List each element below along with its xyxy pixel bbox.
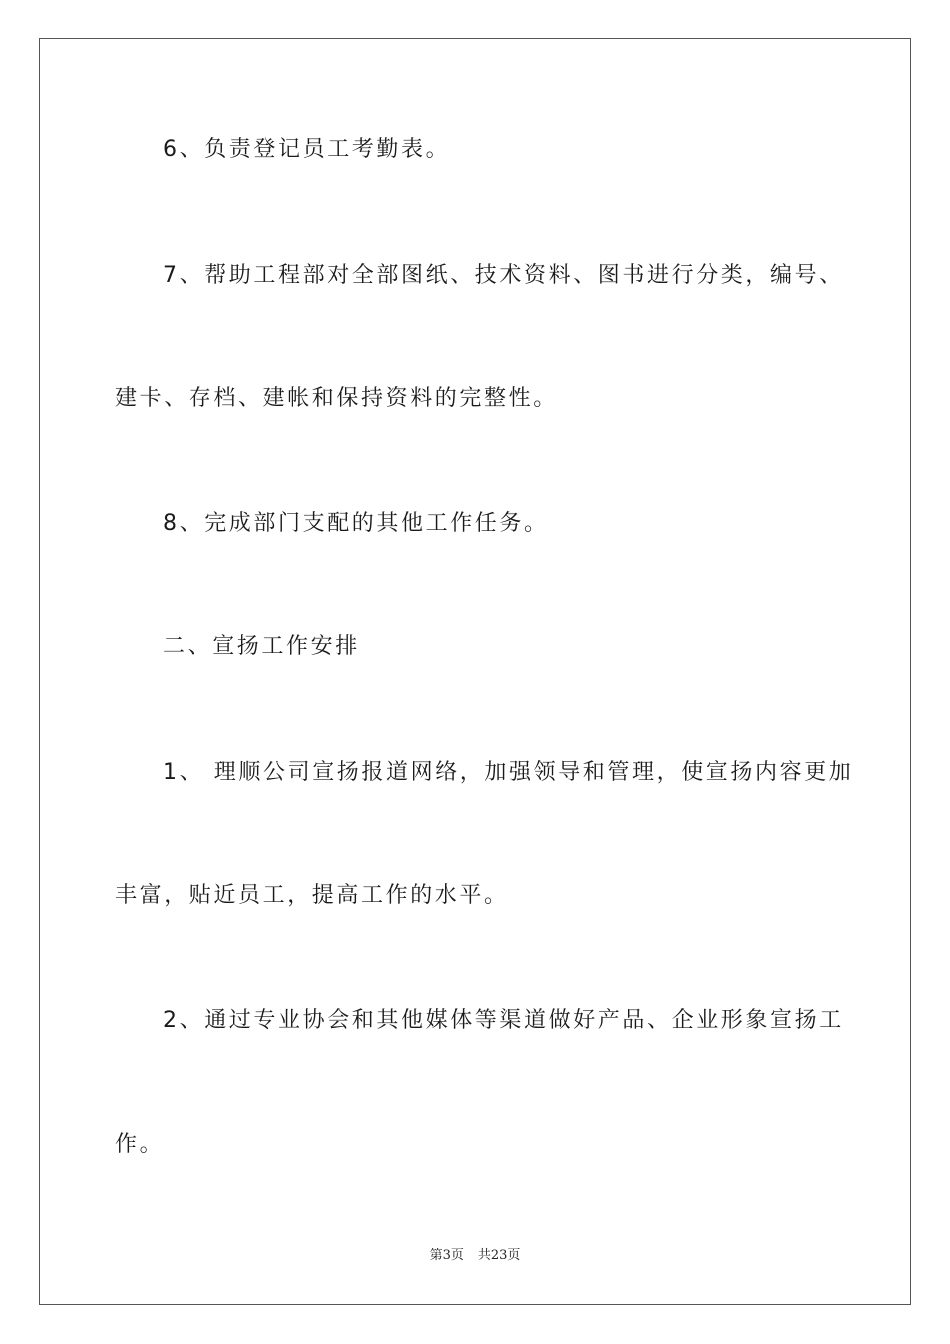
page-border	[39, 38, 911, 1305]
paragraph-item-1-line-2: 丰富，贴近员工，提高工作的水平。	[115, 883, 509, 908]
page-footer	[0, 1247, 950, 1265]
paragraph-item-7-line-1: 7、帮助工程部对全部图纸、技术资料、图书进行分类，编号、	[163, 263, 844, 288]
paragraph-item-2-line-2: 作。	[115, 1132, 165, 1157]
paragraph-item-1-line-1: 1、 理顺公司宣扬报道网络，加强领导和管理，使宣扬内容更加	[163, 760, 854, 785]
paragraph-item-6: 6、负责登记员工考勤表。	[163, 137, 451, 162]
page-total: 共23页	[477, 1248, 521, 1263]
paragraph-item-2-line-1: 2、通过专业协会和其他媒体等渠道做好产品、企业形象宣扬工	[163, 1008, 844, 1033]
paragraph-item-8: 8、完成部门支配的其他工作任务。	[163, 511, 549, 536]
page-number: 第3页	[429, 1248, 464, 1263]
paragraph-item-7-line-2: 建卡、存档、建帐和保持资料的完整性。	[115, 386, 558, 411]
section-heading: 二、宣扬工作安排	[163, 634, 360, 659]
